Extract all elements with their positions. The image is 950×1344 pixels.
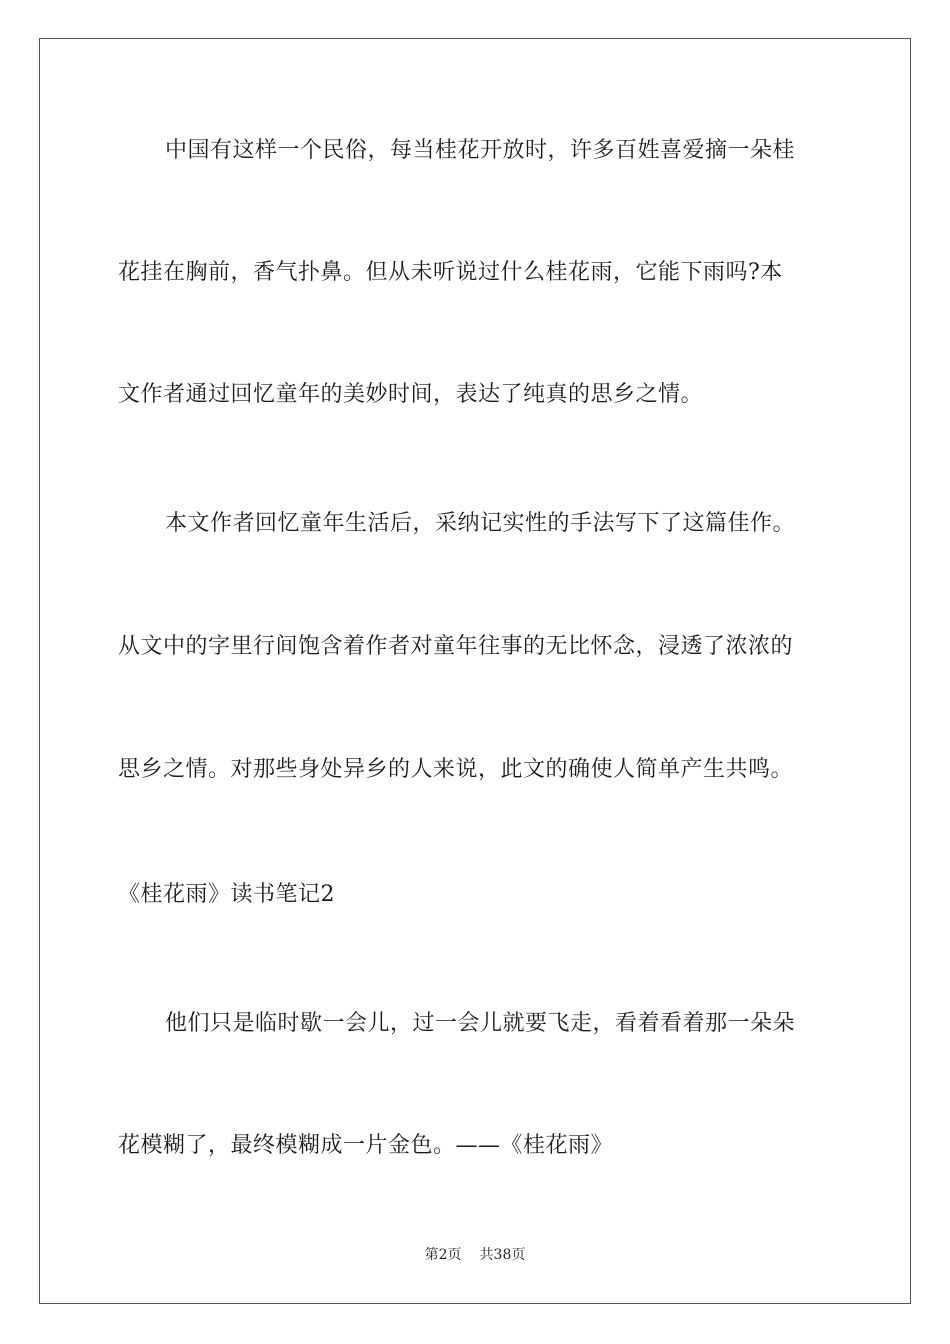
page-frame <box>39 38 911 1304</box>
page-footer <box>0 1246 950 1264</box>
page-number: 第2页 <box>424 1247 462 1263</box>
page-total: 共38页 <box>479 1247 526 1263</box>
section-heading: 《桂花雨》读书笔记2 <box>118 882 335 907</box>
paragraph-2-line-1: 本文作者回忆童年生活后，采纳记实性的手法写下了这篇佳作。 <box>165 511 796 536</box>
paragraph-1-line-3: 文作者通过回忆童年的美妙时间，表达了纯真的思乡之情。 <box>118 382 704 407</box>
paragraph-1-line-2: 花挂在胸前，香气扑鼻。但从未听说过什么桂花雨，它能下雨吗?本 <box>118 260 783 285</box>
paragraph-2-line-3: 思乡之情。对那些身处异乡的人来说，此文的确使人简单产生共鸣。 <box>118 757 794 782</box>
paragraph-2-line-2: 从文中的字里行间饱含着作者对童年往事的无比怀念，浸透了浓浓的 <box>118 634 794 659</box>
paragraph-1-line-1: 中国有这样一个民俗，每当桂花开放时，许多百姓喜爱摘一朵桂 <box>165 138 796 163</box>
paragraph-3-line-1: 他们只是临时歇一会儿，过一会儿就要飞走，看着看着那一朵朵 <box>165 1011 796 1036</box>
paragraph-3-line-2: 花模糊了，最终模糊成一片金色。——《桂花雨》 <box>118 1133 614 1158</box>
